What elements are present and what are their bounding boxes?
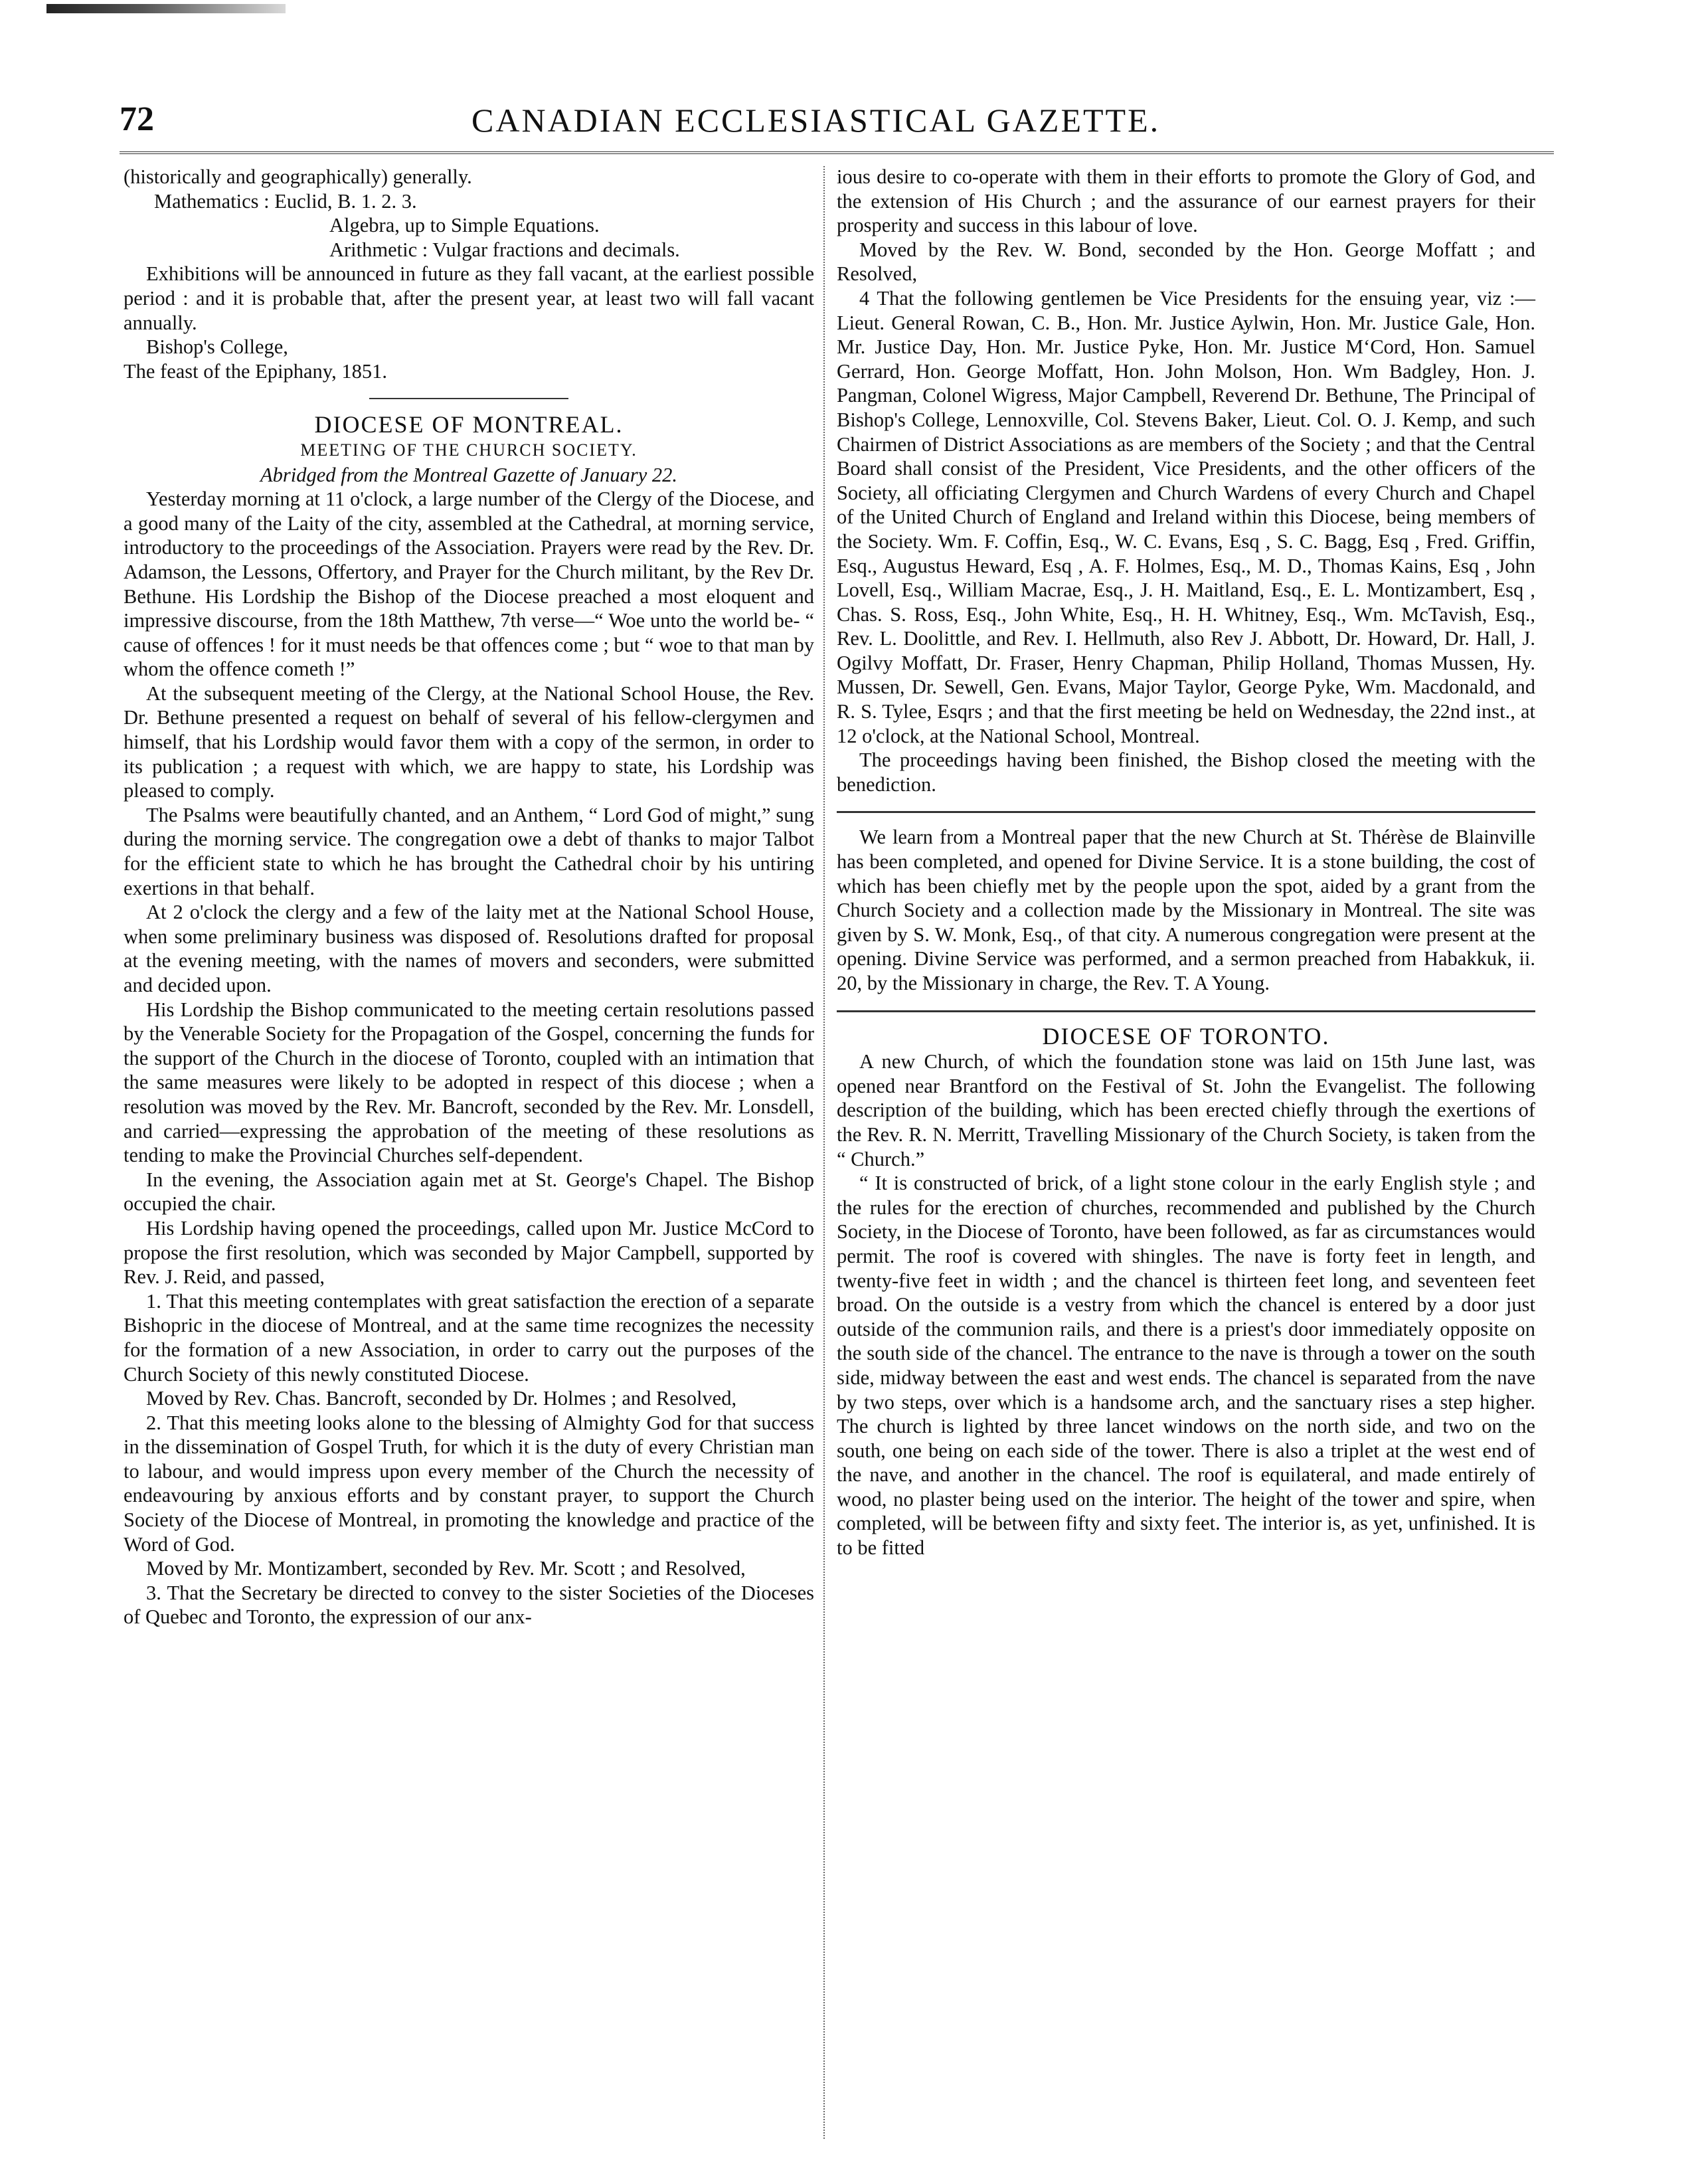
exam-line: Algebra, up to Simple Equations. — [329, 214, 600, 237]
article-paragraph: The Psalms were beautifully chanted, and an Anthem, “ Lord God of might,” sung during the morning service. The congregation owe a debt of thanks to major Talbot for the efficient state to which he has brought the Cathedral choir by his untiring exertions in that behalf. — [124, 803, 814, 899]
exam-line: Arithmetic : Vulgar fractions and decimals. — [329, 238, 680, 261]
resolution-paragraph: 1. That this meeting contemplates with great satisfaction the erection of a separate Bishopric in the diocese of Montreal, and at the same time recognizes the necessity for the formation of a new Association, in order to carry out the purposes of the Church Society of this newly constituted Diocese. — [124, 1289, 814, 1386]
article-paragraph: Moved by Rev. Chas. Bancroft, seconded by Dr. Holmes ; and Resolved, — [146, 1387, 737, 1410]
article-paragraph: His Lordship the Bishop communicated to the meeting certain resolutions passed by the Venerable Society for the Propagation of the Gospel, concerning the funds for the support of the Church in the diocese of Toronto, coupled with an intimation that the same measures were likely to be adopted in respect of this diocese ; when a resolution was moved by the Rev. Mr. Bancroft, seconded by the Rev. Mr. Lonsdell, and carried—expressing the approbation of the meeting of these resolutions as tending to make the Provincial Churches self-dependent. — [124, 998, 814, 1167]
resolution-paragraph: 2. That this meeting looks alone to the blessing of Almighty God for that success in the dissemination of Gospel Truth, for which it is the duty of every Christian man to labour, and would impress upon every member of the Church the necessity of endeavouring by anxious efforts and by constant prayer, to support the Church Society of the Diocese of Montreal, in promoting the knowledge and practice of the Word of God. — [124, 1411, 814, 1556]
section-divider — [837, 811, 1535, 813]
source-line: Abridged from the Montreal Gazette of January 22. — [260, 463, 677, 486]
right-column — [837, 165, 1535, 1560]
page-number: 72 — [120, 100, 154, 138]
resolution-paragraph: 4 That the following gentlemen be Vice Presidents for the ensuing year, viz :—Lieut. General Rowan, C. B., Hon. Mr. Justice Aylwin, Hon. Mr. Justice Gale, Hon. Mr. Justice Day, Hon. Mr. Justice Pyke, Hon. Mr. Justice M‘Cord, Hon. Samuel Gerrard, Hon. George Moffatt, Hon. John Molson, Hon. Wm Badgley, Hon. J. Pangman, Colonel Wigress, Major Campbell, Reverend Dr. Bethune, The Principal of Bishop's College, Lennoxville, Col. Stevens Baker, Lieut. Col. O. J. Kemp, and such Chairmen of District Associations as are members of the Society ; and that the Central Board shall consist of the President, Vice Presidents, and the other officers of the Society, all officiating Clergymen and Church Wardens of every Church and Chapel of the United Church of England and Ireland within this Diocese, being members of the Society. Wm. F. Coffin, Esq., W. C. Evans, Esq , S. C. Bagg, Esq , Fred. Griffin, Esq., Augustus Heward, Esq , A. F. Holmes, Esq., M. D., Thomas Kains, Esq , John Lovell, Esq., William Macrae, Esq., J. H. Maitland, Esq., E. L. Montizambert, Esq , Chas. S. Ross, Esq., John White, Esq., H. H. Whitney, Esq., Wm. McTavish, Esq., Rev. L. Doolittle, and Rev. I. Hellmuth, also Rev J. Abbott, Dr. Howard, Dr. Hall, J. Ogilvy Moffatt, Dr. Fraser, Henry Chapman, Philip Holland, Thomas Mussen, Hy. Mussen, Dr. Sewell, Gen. Evans, Major Taylor, George Pyke, Wm. Macdonald, and R. S. Tylee, Esqrs ; and that the first meeting be held on Wednesday, the 22nd inst., at 12 o'clock, at the National School, Montreal. — [837, 286, 1535, 747]
scan-edge-mark — [46, 4, 286, 13]
news-paragraph: We learn from a Montreal paper that the new Church at St. Thérèse de Blainville has been completed, and opened for Divine Service. It is a stone building, the cost of which has been chiefly met by the people upon the spot, aided by a grant from the Church Society and a collection made by the Missionary in Montreal. The site was given by S. W. Monk, Esq., of that city. A numerous congregation were present at the opening. Divine Service was performed, and a sermon preached from Habakkuk, ii. 20, by the Missionary in charge, the Rev. T. A Young. — [837, 826, 1535, 994]
section-title: DIOCESE OF TORONTO. — [1042, 1022, 1330, 1049]
article-paragraph: At the subsequent meeting of the Clergy, at the National School House, the Rev. Dr. Bethune presented a request on behalf of several of his fellow-clergymen and himself, that his Lordship would favor them with a copy of the sermon, in order to its publication ; a request with which, we are happy to state, his Lordship was pleased to comply. — [124, 682, 814, 802]
article-paragraph: Moved by Mr. Montizambert, seconded by Rev. Mr. Scott ; and Resolved, — [146, 1557, 746, 1580]
section-subtitle: MEETING OF THE CHURCH SOCIETY. — [300, 440, 638, 460]
article-paragraph: A new Church, of which the foundation stone was laid on 15th June last, was opened near Brantford on the Festival of St. John the Evangelist. The following description of the building, which has been erected chiefly through the exertions of the Rev. R. N. Merritt, Travelling Missionary of the Church Society, is taken from the “ Church.” — [837, 1050, 1535, 1170]
article-paragraph: Yesterday morning at 11 o'clock, a large number of the Clergy of the Diocese, and a good many of the Laity of the city, assembled at the Cathedral, at morning service, introductory to the proceedings of the Association. Prayers were read by the Rev. Dr. Adamson, the Lessons, Offertory, and Prayer for the Church militant, by the Rev Dr. Bethune. His Lordship the Bishop of the Diocese preached a most eloquent and impressive discourse, from the 18th Matthew, 7th verse—“ Woe unto the world be- “ cause of offences ! for it must needs be that offences come ; but “ woe to that man by whom the offence cometh !” — [124, 488, 814, 681]
article-paragraph: ious desire to co-operate with them in their efforts to promote the Glory of God, and the extension of His Church ; and the assurance of our earnest prayers for their prosperity and success in this labour of love. — [837, 165, 1535, 237]
left-column — [124, 165, 814, 1629]
page-header — [100, 100, 1561, 146]
exhibitions-paragraph: Exhibitions will be announced in future as they fall vacant, at the earliest possible period : and it is probable that, after the present year, at least two will fall vacant annually. — [124, 262, 814, 334]
section-divider — [369, 398, 568, 399]
column-divider — [823, 166, 825, 2139]
header-rule — [120, 151, 1554, 154]
signoff-date: The feast of the Epiphany, 1851. — [124, 359, 387, 383]
quoted-description: “ It is constructed of brick, of a light stone colour in the early English style ; and the rules for the erection of churches, recommended and published by the Church Society, in the Diocese of Toronto, have been followed, as far as circumstances would permit. The roof is covered with shingles. The nave is forty feet in length, and twenty-five feet in width ; and the chancel is thirteen feet long, and seventeen feet broad. On the outside is a vestry from which the chancel is entered by a door just outside of the communion rails, and there is a priest's door immediately opposite on the south side of the chancel. The entrance to the nave is through a tower on the south side, midway between the east and west ends. The chancel is separated from the nave by two steps, over which is a handsome arch, and the sanctuary rises a step higher. The church is lighted by three lancet windows on the north side, and two on the south, one being on each side of the tower. There is also a triplet at the west end of the nave, and another in the chancel. The roof is equilateral, and made entirely of wood, no plaster being used on the interior. The height of the tower and spire, when completed, will be between fifty and sixty feet. The interior is, as yet, unfinished. It is to be fitted — [837, 1172, 1535, 1560]
signoff-place: Bishop's College, — [146, 335, 288, 359]
article-paragraph: At 2 o'clock the clergy and a few of the laity met at the National School House, when some preliminary business was disposed of. Resolutions drafted for proposal at the evening meeting, with the names of movers and seconders, were submitted and decided upon. — [124, 901, 814, 996]
article-paragraph: His Lordship having opened the proceedings, called upon Mr. Justice McCord to propose the first resolution, which was seconded by Major Campbell, supported by Rev. J. Reid, and passed, — [124, 1216, 814, 1289]
article-paragraph: In the evening, the Association again met at St. George's Chapel. The Bishop occupied the chair. — [124, 1168, 814, 1216]
resolution-paragraph: 3. That the Secretary be directed to convey to the sister Societies of the Dioceses of Quebec and Toronto, the expression of our anx- — [124, 1581, 814, 1629]
article-paragraph: The proceedings having been finished, the Bishop closed the meeting with the benediction. — [837, 749, 1535, 796]
exam-line: (historically and geographically) generally. — [124, 165, 472, 188]
exam-line: Mathematics : Euclid, B. 1. 2. 3. — [154, 189, 417, 213]
section-divider — [837, 1010, 1535, 1012]
article-paragraph: Moved by the Rev. W. Bond, seconded by the Hon. George Moffatt ; and Resolved, — [837, 238, 1535, 286]
section-title: DIOCESE OF MONTREAL. — [314, 411, 624, 438]
journal-title: CANADIAN ECCLESIASTICAL GAZETTE. — [471, 102, 1161, 139]
